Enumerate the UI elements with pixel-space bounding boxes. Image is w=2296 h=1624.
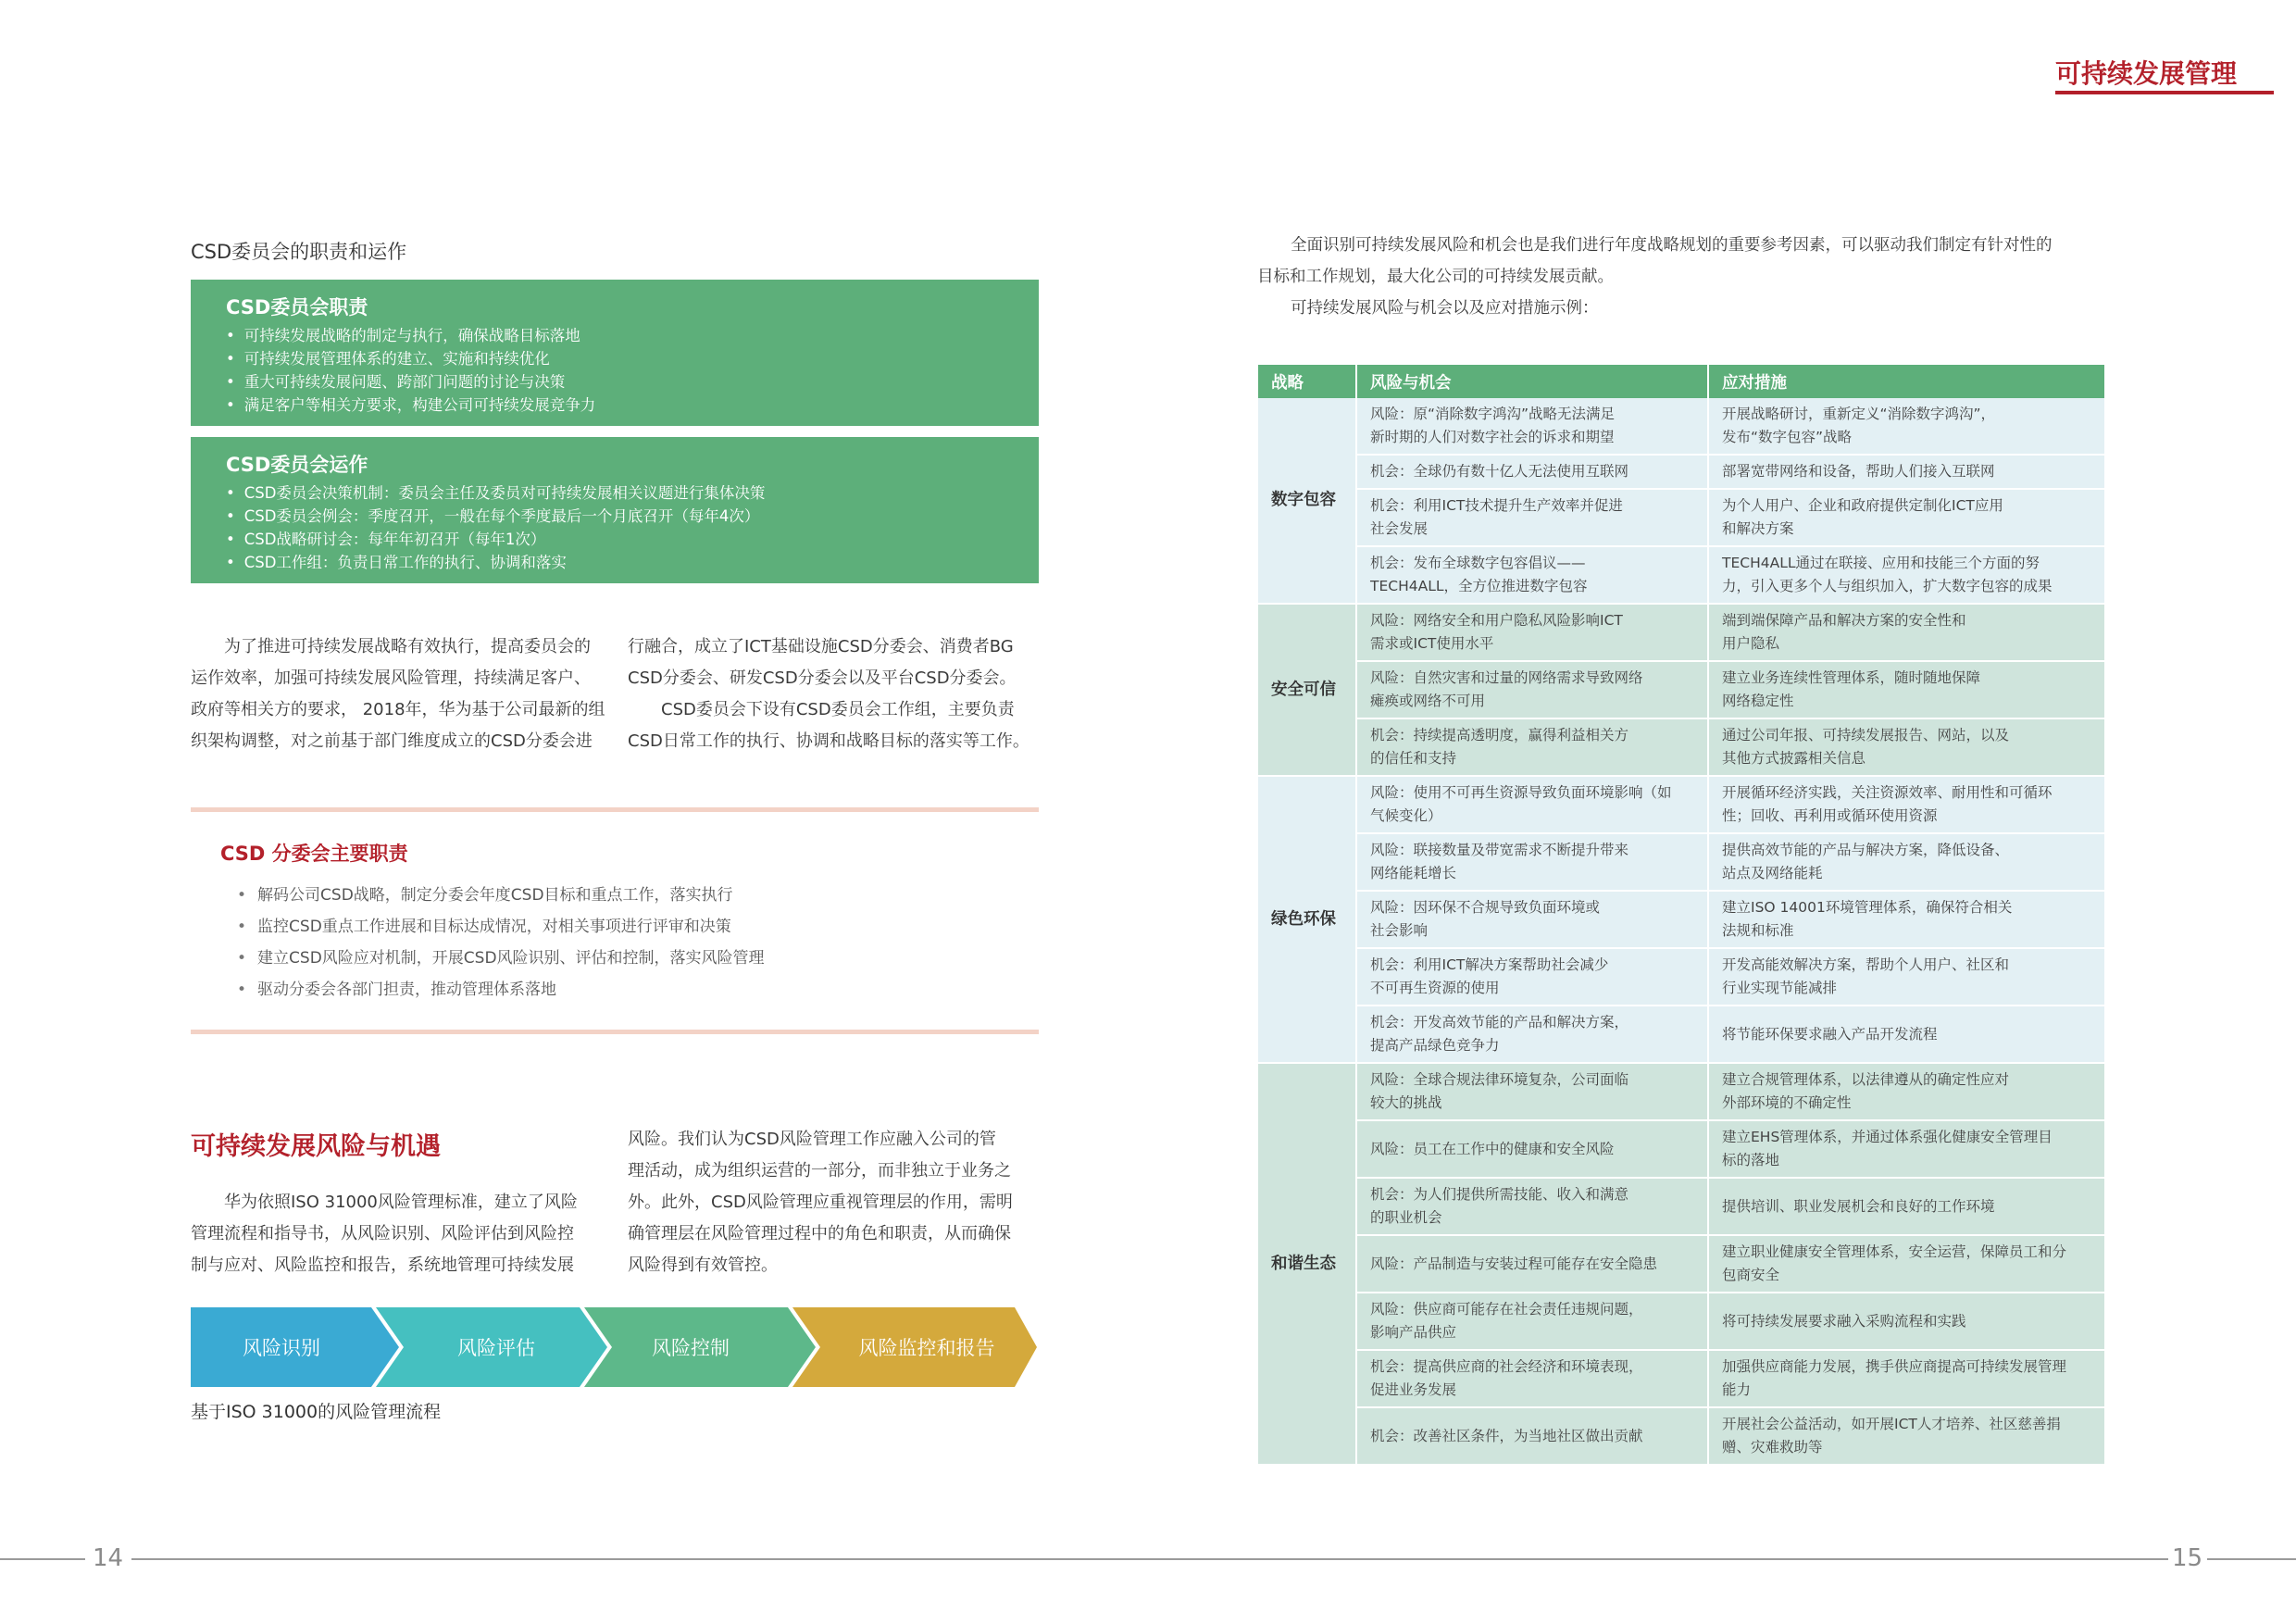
cell-line: 机会：改善社区条件，为当地社区做出贡献 [1370,1427,1643,1444]
cell-line: 包商安全 [1722,1267,1780,1283]
flow-step-3-label: 风险控制 [652,1337,730,1359]
measure-cell [1708,546,2105,604]
measure-cell [1708,489,2105,546]
risk-process-flow [191,1307,1042,1387]
table-row [1258,455,2105,489]
table-row [1258,891,2105,948]
cell-line: 建立合规管理体系，以法律遵从的确定性应对 [1722,1071,2010,1088]
cell-line: 的信任和支持 [1370,750,1457,767]
risk-cell [1356,604,1708,661]
page-number-right: 15 [2172,1544,2203,1572]
subcommittee-title: CSD 分委会主要职责 [220,843,408,865]
cell-line: 机会：开发高效节能的产品和解决方案， [1370,1014,1629,1031]
risk-cell [1356,891,1708,948]
risk-cell [1356,1006,1708,1063]
cell-line: 将可持续发展要求融入采购流程和实践 [1722,1312,1966,1330]
risk-cell [1356,1350,1708,1407]
csd-section-heading: CSD委员会的职责和运作 [191,241,407,263]
cell-line: 风险：自然灾害和过量的网络需求导致网络 [1370,669,1643,686]
cell-line: 机会：发布全球数字包容倡议—— [1370,555,1586,571]
csd-duties-box [191,280,1039,426]
text-line: CSD委员会下设有CSD委员会工作组，主要负责 [661,700,1015,719]
risk-cell [1356,1293,1708,1350]
flow-caption: 基于ISO 31000的风险管理流程 [191,1402,442,1422]
header-measure: 应对措施 [1708,365,2105,398]
table-row [1258,948,2105,1006]
cell-line: 促进业务发展 [1370,1381,1457,1398]
cell-line: 风险：使用不可再生资源导致负面环境影响（如 [1370,784,1672,801]
cell-line: 风险：供应商可能存在社会责任违规问题， [1370,1301,1643,1318]
table-row [1258,1407,2105,1465]
measure-cell [1708,1350,2105,1407]
table-row [1258,398,2105,455]
measure-cell [1708,1178,2105,1235]
table-row [1258,1178,2105,1235]
csd-duties-list [226,324,1013,417]
csd-operation-box [191,437,1039,583]
risk-cell [1356,1120,1708,1178]
csd-operation-list [226,481,1013,574]
cell-line: 外部环境的不确定性 [1722,1094,1852,1111]
cell-line: 行业实现节能减排 [1722,980,1838,996]
risk-cell [1356,776,1708,833]
risk-cell [1356,948,1708,1006]
text-line: 织架构调整，对之前基于部门维度成立的CSD分委会进 [191,731,593,751]
cell-line: 为个人用户、企业和政府提供定制化ICT应用 [1722,497,2003,514]
risk-cell [1356,1178,1708,1235]
cell-line: 发布“数字包容”战略 [1722,429,1853,445]
risk-cell [1356,718,1708,776]
cell-line: 风险：产品制造与安装过程可能存在安全隐患 [1370,1255,1658,1272]
cell-line: 网络能耗增长 [1370,865,1457,881]
cell-line: 风险：网络安全和用户隐私风险影响ICT [1370,612,1623,629]
risk-cell [1356,1407,1708,1465]
csd-operation-title: CSD委员会运作 [226,454,368,476]
list-item: • 可持续发展战略的制定与执行，确保战略目标落地 [226,324,1013,347]
subcommittee-duties-list [237,880,765,1006]
risk-cell [1356,546,1708,604]
cell-line: 赠、灾难救助等 [1722,1439,1823,1455]
text-line: 风险。我们认为CSD风险管理工作应融入公司的管 [628,1130,996,1149]
measure-cell [1708,661,2105,718]
cell-line: 开展社会公益活动，如开展ICT人才培养、社区慈善捐 [1722,1416,2061,1432]
cell-line: 机会：利用ICT技术提升生产效率并促进 [1370,497,1623,514]
measure-cell [1708,398,2105,455]
table-row [1258,546,2105,604]
cell-line: 开展循环经济实践，关注资源效率、耐用性和可循环 [1722,784,2053,801]
section-header-title: 可持续发展管理 [2055,58,2238,89]
cell-line: 风险：原“消除数字鸿沟”战略无法满足 [1370,406,1616,422]
table-row [1258,1006,2105,1063]
cell-line: 不可再生资源的使用 [1370,980,1500,996]
cell-line: 瘫痪或网络不可用 [1370,693,1486,709]
table-row [1258,1063,2105,1120]
cell-line: 和解决方案 [1722,520,1794,537]
text-line: 政府等相关方的要求， 2018年，华为基于公司最新的组 [191,700,605,719]
cell-line: 标的落地 [1722,1152,1780,1168]
body-paragraph-2-col1 [191,1187,607,1281]
divider-top [191,807,1039,812]
cell-line: 机会：持续提高透明度，赢得利益相关方 [1370,727,1629,743]
page-number-left: 14 [93,1544,124,1572]
flow-step-4-label: 风险监控和报告 [858,1337,995,1359]
measure-cell [1708,718,2105,776]
cell-line: TECH4ALL通过在联接、应用和技能三个方面的努 [1722,555,2040,571]
measure-cell [1708,1120,2105,1178]
risk-cell [1356,489,1708,546]
list-item: • CSD委员会例会：季度召开，一般在每个季度最后一个月底召开（每年4次） [226,505,1013,528]
table-row [1258,489,2105,546]
cell-line: 机会：全球仍有数十亿人无法使用互联网 [1370,463,1629,480]
list-item: • 可持续发展管理体系的建立、实施和持续优化 [226,347,1013,370]
flow-step-2-label: 风险评估 [457,1337,535,1359]
csd-duties-title: CSD委员会职责 [226,296,368,319]
risk-cell [1356,1235,1708,1293]
list-item: • 重大可持续发展问题、跨部门问题的讨论与决策 [226,370,1013,394]
text-line: CSD分委会、研发CSD分委会以及平台CSD分委会。 [628,668,1017,688]
table-row [1258,604,2105,661]
cell-line: TECH4ALL，全方位推进数字包容 [1370,578,1588,594]
risk-cell [1356,661,1708,718]
table-row [1258,1235,2105,1293]
cell-line: 网络稳定性 [1722,693,1794,709]
cell-line: 力，引入更多个人与组织加入，扩大数字包容的成果 [1722,578,2053,594]
header-risk: 风险与机会 [1356,365,1708,398]
cell-line: 建立EHS管理体系，并通过体系强化健康安全管理目 [1722,1129,2053,1145]
text-line: 管理流程和指导书，从风险识别、风险评估到风险控 [191,1224,574,1243]
cell-line: 的职业机会 [1370,1209,1442,1226]
measure-cell [1708,1407,2105,1465]
cell-line: 其他方式披露相关信息 [1722,750,1866,767]
table-row [1258,1293,2105,1350]
measure-cell [1708,833,2105,891]
cell-line: 提高产品绿色竞争力 [1370,1037,1500,1054]
risk-cell [1356,398,1708,455]
cell-line: 部署宽带网络和设备，帮助人们接入互联网 [1722,463,1995,480]
cell-line: 影响产品供应 [1370,1324,1457,1341]
measure-cell [1708,604,2105,661]
table-header-row [1258,365,2105,398]
text-line: 确管理层在风险管理过程中的角色和职责，从而确保 [628,1224,1011,1243]
table-row [1258,1350,2105,1407]
cell-line: 气候变化） [1370,807,1442,824]
measure-cell [1708,948,2105,1006]
cell-line: 风险：因环保不合规导致负面环境或 [1370,899,1601,916]
footer-line-middle [131,1558,2168,1560]
cell-line: 机会：为人们提供所需技能、收入和满意 [1370,1186,1629,1203]
right-intro [1257,230,2109,324]
text-line: 华为依照ISO 31000风险管理标准，建立了风险 [224,1193,578,1212]
measure-cell [1708,1293,2105,1350]
list-item: • CSD委员会决策机制：委员会主任及委员对可持续发展相关议题进行集体决策 [226,481,1013,505]
cell-line: 较大的挑战 [1370,1094,1442,1111]
text-line: 理活动，成为组织运营的一部分，而非独立于业务之 [628,1161,1011,1181]
cell-line: 端到端保障产品和解决方案的安全性和 [1722,612,1966,629]
text-line: 全面识别可持续发展风险和机会也是我们进行年度战略规划的重要参考因素，可以驱动我们制定有针对性的 [1291,236,2053,255]
table-row [1258,776,2105,833]
cell-line: 风险：全球合规法律环境复杂，公司面临 [1370,1071,1629,1088]
cell-line: 社会发展 [1370,520,1429,537]
cell-line: 建立ISO 14001环境管理体系，确保符合相关 [1722,899,2013,916]
table-row [1258,661,2105,718]
cell-line: 开发高能效解决方案，帮助个人用户、社区和 [1722,956,2010,973]
flow-step-1-label: 风险识别 [243,1337,320,1359]
risk-cell [1356,1063,1708,1120]
list-item: • 监控CSD重点工作进展和目标达成情况，对相关事项进行评审和决策 [237,911,765,943]
strategy-cell: 安全可信 [1258,604,1356,776]
strategy-cell: 绿色环保 [1258,776,1356,1063]
cell-line: 性；回收、再利用或循环使用资源 [1722,807,1938,824]
list-item: • 满足客户等相关方要求，构建公司可持续发展竞争力 [226,394,1013,417]
text-line: 运作效率，加强可持续发展风险管理，持续满足客户、 [191,668,591,688]
cell-line: 社会影响 [1370,922,1429,939]
divider-bottom [191,1030,1039,1034]
cell-line: 需求或ICT使用水平 [1370,635,1494,652]
cell-line: 提供培训、职业发展机会和良好的工作环境 [1722,1197,1995,1215]
table-row [1258,1120,2105,1178]
cell-line: 提供高效节能的产品与解决方案，降低设备、 [1722,842,2010,858]
footer-line-left [0,1558,85,1560]
list-item: • 建立CSD风险应对机制，开展CSD风险识别、评估和控制，落实风险管理 [237,943,765,974]
risk-opportunity-table [1258,365,2106,1466]
cell-line: 能力 [1722,1381,1752,1398]
text-line: 可持续发展风险与机会以及应对措施示例： [1291,299,1599,318]
text-line: 制与应对、风险监控和报告，系统地管理可持续发展 [191,1255,574,1275]
text-line: 目标和工作规划，最大化公司的可持续发展贡献。 [1257,268,1614,286]
body-paragraph-2-col2 [628,1124,1044,1281]
header-underline [2055,91,2274,94]
measure-cell [1708,455,2105,489]
body-paragraph-1-col1 [191,631,607,757]
list-item: • CSD战略研讨会：每年年初召开（每年1次） [226,528,1013,551]
table-row [1258,718,2105,776]
text-line: CSD日常工作的执行、协调和战略目标的落实等工作。 [628,731,1029,751]
footer-line-right [2207,1558,2296,1560]
table-row [1258,833,2105,891]
risk-cell [1356,833,1708,891]
measure-cell [1708,1063,2105,1120]
cell-line: 机会：提高供应商的社会经济和环境表现， [1370,1358,1643,1375]
risk-section-title: 可持续发展风险与机遇 [191,1132,441,1161]
cell-line: 站点及网络能耗 [1722,865,1823,881]
cell-line: 开展战略研讨，重新定义“消除数字鸿沟”， [1722,406,1996,422]
measure-cell [1708,1235,2105,1293]
risk-cell [1356,455,1708,489]
cell-line: 通过公司年报、可持续发展报告、网站，以及 [1722,727,2010,743]
cell-line: 风险：联接数量及带宽需求不断提升带来 [1370,842,1629,858]
measure-cell [1708,1006,2105,1063]
measure-cell [1708,891,2105,948]
text-line: 风险得到有效管控。 [628,1255,778,1275]
cell-line: 新时期的人们对数字社会的诉求和期望 [1370,429,1615,445]
text-line: 外。此外，CSD风险管理应重视管理层的作用，需明 [628,1193,1013,1212]
strategy-cell: 和谐生态 [1258,1063,1356,1465]
list-item: • 驱动分委会各部门担责，推动管理体系落地 [237,974,765,1006]
cell-line: 建立职业健康安全管理体系，安全运营，保障员工和分 [1722,1243,2067,1260]
measure-cell [1708,776,2105,833]
cell-line: 机会：利用ICT解决方案帮助社会减少 [1370,956,1609,973]
cell-line: 风险：员工在工作中的健康和安全风险 [1370,1140,1615,1157]
strategy-cell: 数字包容 [1258,398,1356,604]
body-paragraph-1-col2 [628,631,1044,757]
text-line: 为了推进可持续发展战略有效执行，提高委员会的 [224,637,591,656]
list-item: • 解码公司CSD战略，制定分委会年度CSD目标和重点工作，落实执行 [237,880,765,911]
cell-line: 用户隐私 [1722,635,1780,652]
cell-line: 建立业务连续性管理体系，随时随地保障 [1722,669,1981,686]
header-strategy: 战略 [1258,365,1356,398]
cell-line: 将节能环保要求融入产品开发流程 [1722,1025,1938,1043]
text-line: 行融合，成立了ICT基础设施CSD分委会、消费者BG [628,637,1014,656]
list-item: • CSD工作组：负责日常工作的执行、协调和落实 [226,551,1013,574]
cell-line: 加强供应商能力发展，携手供应商提高可持续发展管理 [1722,1358,2067,1375]
cell-line: 法规和标准 [1722,922,1794,939]
